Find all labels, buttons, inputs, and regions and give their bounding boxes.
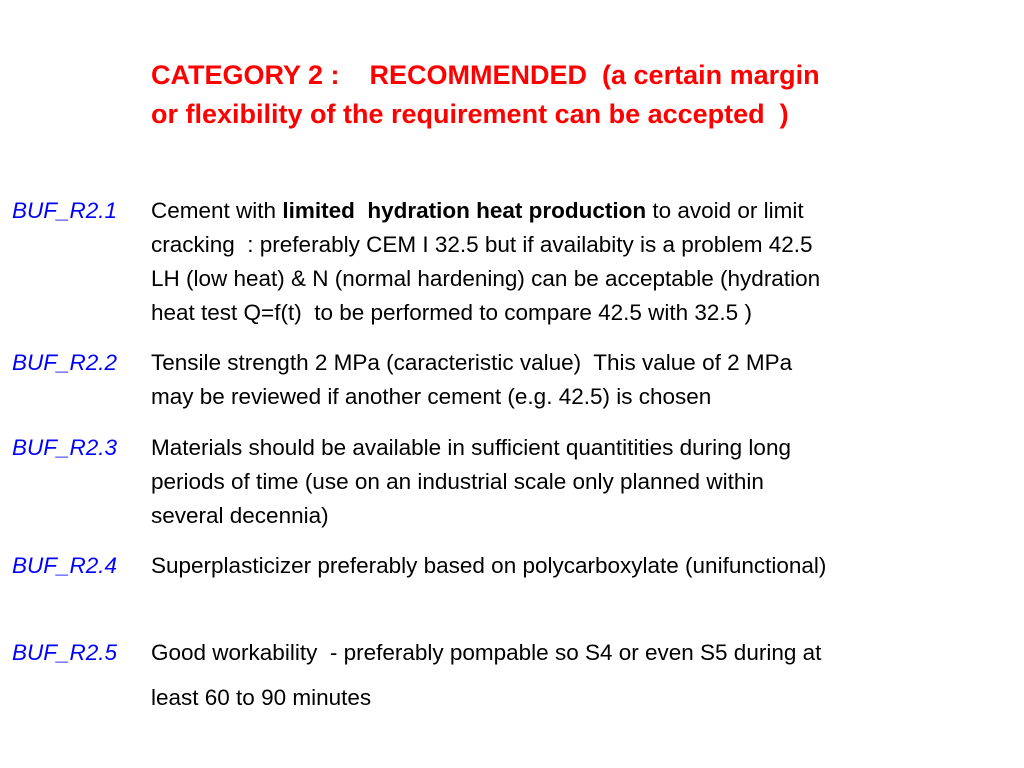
requirement-text-line: periods of time (use on an industrial scale only planned within [151, 469, 764, 494]
requirement-emphasis: limited hydration heat production [282, 198, 647, 223]
slide-title-line-1: CATEGORY 2 : RECOMMENDED (a certain margin [151, 60, 820, 90]
requirement-text [151, 431, 1012, 533]
requirement-text [151, 346, 1012, 414]
requirement-text-line: least 60 to 90 minutes [151, 685, 372, 710]
requirement-item-r2-3 [12, 431, 1012, 533]
requirement-text-line: Tensile strength 2 MPa (caracteristic value) This value of 2 MPa [151, 350, 793, 375]
requirement-text-line [151, 194, 1012, 228]
requirement-text-line: heat test Q=f(t) to be performed to compare 42.5 with 32.5 ) [151, 300, 752, 325]
requirement-item-r2-5 [12, 636, 1012, 715]
requirement-id: BUF_R2.2 [12, 350, 118, 375]
slide-title-line-2: or flexibility of the requirement can be accepted ) [151, 99, 789, 129]
requirement-text-segment: Cement with [151, 198, 283, 223]
requirement-text [151, 636, 1012, 715]
requirement-text-segment: to avoid or limit [646, 198, 804, 223]
requirement-text-line: LH (low heat) & N (normal hardening) can be acceptable (hydration [151, 266, 821, 291]
requirement-text-line: cracking : preferably CEM I 32.5 but if availabity is a problem 42.5 [151, 232, 813, 257]
requirement-text-line: Good workability - preferably pompable so S4 or even S5 during at [151, 640, 822, 665]
requirement-text-line: Superplasticizer preferably based on polycarboxylate (unifunctional) [151, 553, 827, 578]
requirement-id: BUF_R2.3 [12, 435, 118, 460]
requirement-text-line: Materials should be available in sufficient quantitities during long [151, 435, 791, 460]
requirement-item-r2-2 [12, 346, 1012, 414]
requirement-item-r2-4 [12, 549, 1012, 583]
requirement-text [151, 194, 1012, 330]
requirement-text-line: several decennia) [151, 503, 329, 528]
requirement-id: BUF_R2.1 [12, 198, 118, 223]
requirement-text [151, 549, 1012, 583]
requirement-text-line: may be reviewed if another cement (e.g. 42.5) is chosen [151, 384, 712, 409]
slide-title [151, 56, 1011, 134]
requirement-id: BUF_R2.4 [12, 553, 118, 578]
requirement-id: BUF_R2.5 [12, 640, 118, 665]
requirement-item-r2-1 [12, 194, 1012, 330]
